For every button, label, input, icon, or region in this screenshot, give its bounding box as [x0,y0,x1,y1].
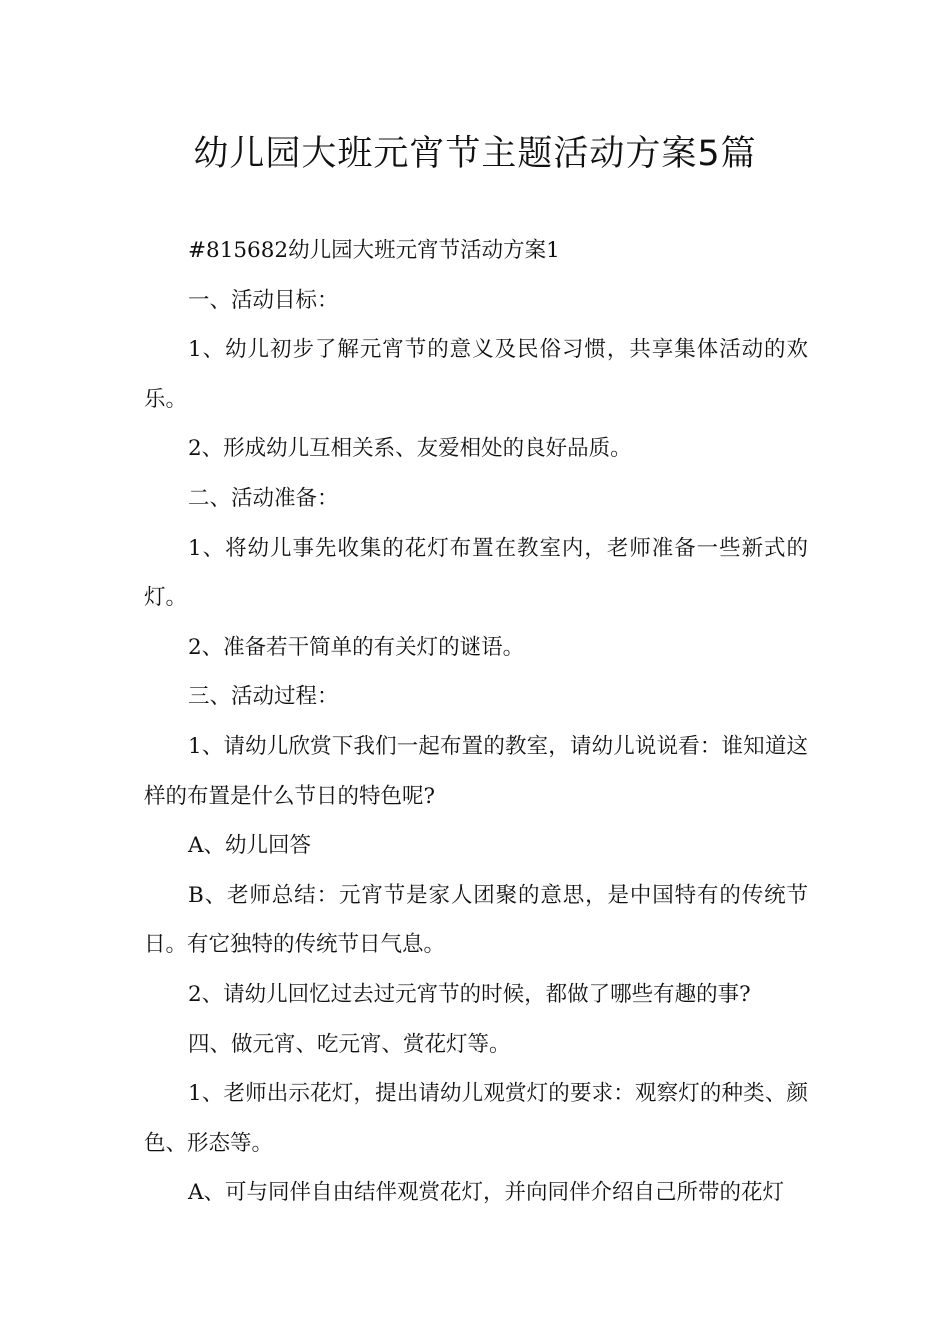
paragraph-goal-1: 1、幼儿初步了解元宵节的意义及民俗习惯，共享集体活动的欢乐。 [144,337,808,412]
paragraph-process-1a: A、幼儿回答 [188,833,312,859]
paragraph-goal-2: 2、形成幼儿互相关系、友爱相处的良好品质。 [188,436,632,462]
paragraph-process-2: 2、请幼儿回忆过去过元宵节的时候，都做了哪些有趣的事? [188,981,751,1007]
paragraph-process-1b: B、老师总结：元宵节是家人团聚的意思，是中国特有的传统节日。有它独特的传统节日气息。 [144,882,808,958]
paragraph-preparation-1: 1、将幼儿事先收集的花灯布置在教室内，老师准备一些新式的灯。 [144,535,808,611]
paragraph-section-activities: 四、做元宵、吃元宵、赏花灯等。 [188,1031,511,1057]
paragraph-section-goals: 一、活动目标： [188,287,339,313]
paragraph-preparation-2: 2、准备若干简单的有关灯的谜语。 [188,634,525,660]
document-title: 幼儿园大班元宵节主题活动方案5篇 [193,134,757,174]
document-body [144,226,808,1218]
paragraph-process-1: 1、请幼儿欣赏下我们一起布置的教室，请幼儿说说看：谁知道这样的布置是什么节日的特色呢? [144,733,808,809]
paragraph-section-preparation: 二、活动准备： [188,485,339,511]
paragraph-heading-plan-1: #815682幼儿园大班元宵节活动方案1 [188,238,560,263]
paragraph-activities-1a: A、可与同伴自由结伴观赏花灯，并向同伴介绍自己所带的花灯 [188,1180,785,1206]
paragraph-activities-1: 1、老师出示花灯，提出请幼儿观赏灯的要求：观察灯的种类、颜色、形态等。 [144,1081,808,1156]
paragraph-section-process: 三、活动过程： [188,684,339,710]
